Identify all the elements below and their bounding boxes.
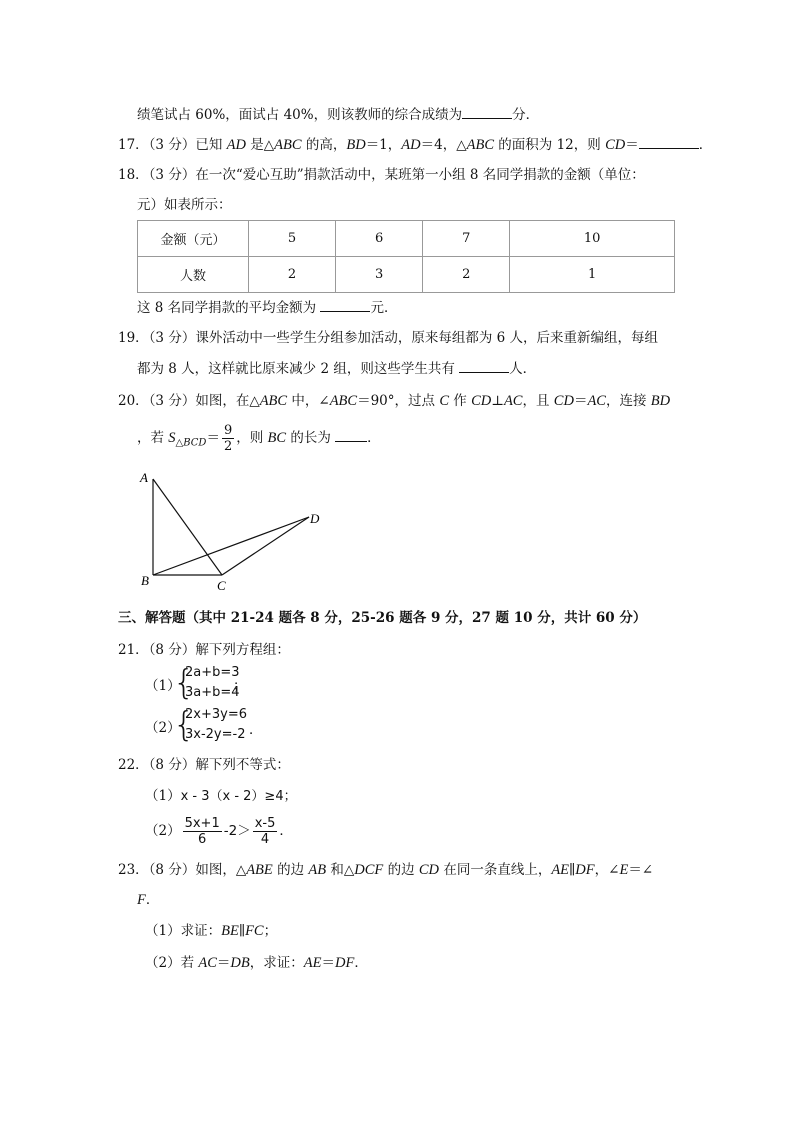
question-20: 20．（3 分）如图，在△ABC 中，∠ABC＝90°，过点 C 作 CD⊥AC，且 CD＝AC，连接 BD <box>118 393 671 409</box>
table-cell: 金额（元） <box>138 221 249 257</box>
question-22: 22．（8 分）解下列不等式： <box>118 757 290 773</box>
label-c: C <box>217 578 226 593</box>
label-d: D <box>310 511 320 526</box>
question-18: 18．（3 分）在一次“爱心互助”捐款活动中，某班第一小组 8 名同学捐款的金额（单位： <box>118 167 645 183</box>
table-cell: 3 <box>336 257 423 293</box>
answer-blank[interactable] <box>462 104 512 119</box>
fraction: $\frac{5x+1}{6}$ <box>184 816 220 847</box>
label-a: A <box>140 470 148 485</box>
table-cell: 2 <box>423 257 510 293</box>
question-20-line2: ，若 $S_{\triangle BCD}=$ $\frac{9}{2}$ ，则 BC 的长为 ． <box>137 423 381 454</box>
inequality-2: （2） $\frac{5x+1}{6}$ -2＞ $\frac{x-5}{4}$ ． <box>145 816 293 847</box>
table-cell: 1 <box>510 257 675 293</box>
table-row <box>138 221 675 257</box>
answer-blank[interactable] <box>320 297 370 312</box>
segment-cd <box>222 517 309 575</box>
table-cell: 人数 <box>138 257 249 293</box>
section-title: 三、解答题（其中 21-24 题各 8 分，25-26 题各 9 分，27 题 10 分，共计 60 分） <box>118 610 647 626</box>
label-b: B <box>141 573 149 588</box>
question-19-line2: 都为 8 人，这样就比原来减少 2 组，则这些学生共有 人． <box>137 358 536 379</box>
table-cell: 10 <box>510 221 675 257</box>
question-23-part2: （2）若 AC＝DB，求证：AE＝DF． <box>145 955 368 971</box>
donation-table <box>137 220 675 293</box>
segment-bd <box>153 517 309 575</box>
answer-blank[interactable] <box>639 134 699 149</box>
table-cell: 6 <box>336 221 423 257</box>
triangle-figure <box>138 468 328 593</box>
question-23: 23．（8 分）如图，△ABE 的边 AB 和△DCF 的边 CD 在同一条直线上，AE∥DF，∠E＝∠ <box>118 862 654 878</box>
question-18-line3: 这 8 名同学捐款的平均金额为 元． <box>137 297 397 318</box>
table-cell: 7 <box>423 221 510 257</box>
question-19: 19．（3 分）课外活动中一些学生分组参加活动，原来每组都为 6 人，后来重新编组，每组 <box>118 330 658 346</box>
answer-blank[interactable] <box>335 427 367 442</box>
answer-blank[interactable] <box>459 358 509 373</box>
fraction: $\frac{9}{2}$ <box>223 423 233 454</box>
question-18-line2: 元）如表所示： <box>137 197 232 213</box>
question-23-line2: F． <box>137 892 160 908</box>
table-row <box>138 257 675 293</box>
table-cell: 2 <box>249 257 336 293</box>
q16-continuation: 绩笔试占 60%，面试占 40%，则该教师的综合成绩为 分． <box>137 104 539 125</box>
segment-ac <box>153 479 222 575</box>
question-17: 17．（3 分）已知 AD 是△ABC 的高，BD＝1，AD＝4，△ABC 的面积为 12，则 CD＝ ． <box>118 134 712 155</box>
inequality-1: （1）x - 3（x - 2）≥4； <box>145 788 297 804</box>
fraction: $\frac{x-5}{4}$ <box>254 816 276 847</box>
question-23-part1: （1）求证：BE∥FC； <box>145 923 278 939</box>
table-cell: 5 <box>249 221 336 257</box>
question-21: 21．（8 分）解下列方程组： <box>118 642 290 658</box>
